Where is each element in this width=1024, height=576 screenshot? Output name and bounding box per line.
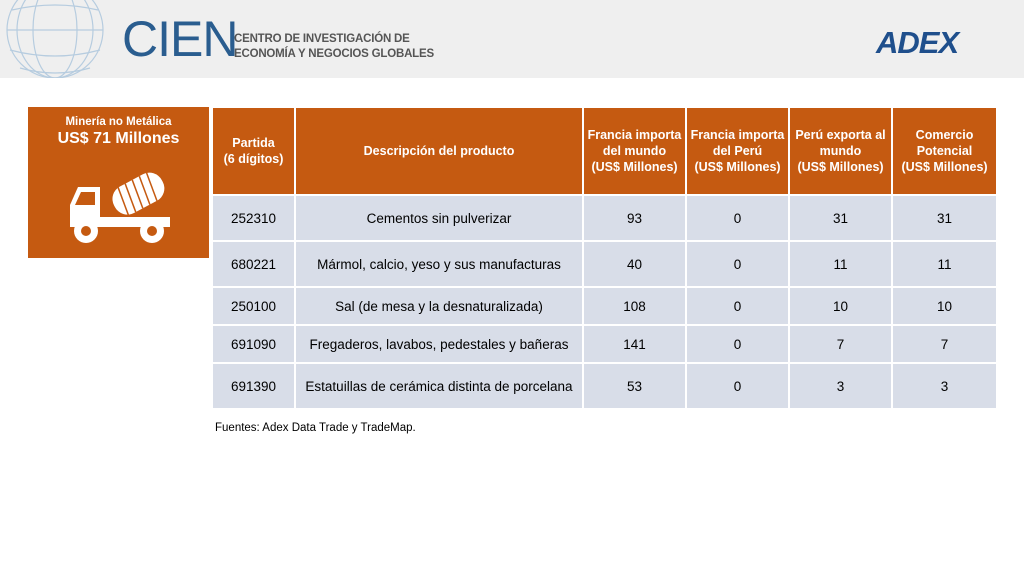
header-text: Partida <box>232 136 275 150</box>
cell-comercio-potencial: 31 <box>892 195 997 241</box>
globe-icon <box>0 0 130 78</box>
header-text: Potencial <box>916 144 973 158</box>
cell-peru-mundo: 7 <box>789 325 892 363</box>
cell-francia-peru: 0 <box>686 241 789 287</box>
header-text: del Perú <box>712 144 763 158</box>
header-partida <box>212 107 295 195</box>
cell-francia-peru: 0 <box>686 195 789 241</box>
adex-logo: ADEX <box>876 25 959 60</box>
cell-comercio-potencial: 3 <box>892 363 997 409</box>
header-text: (US$ Millones) <box>797 160 884 174</box>
header-text: Francia importa <box>690 128 785 142</box>
header-text: (6 dígitos) <box>223 152 284 166</box>
table-row <box>212 363 997 409</box>
sector-amount: US$ 71 Millones <box>57 130 180 147</box>
header-text: Comercio <box>915 128 974 142</box>
sector-card <box>28 107 209 258</box>
cell-partida: 691090 <box>212 325 295 363</box>
cell-francia-mundo: 40 <box>583 241 686 287</box>
header-bar <box>0 0 1024 78</box>
header-text: Descripción del producto <box>363 144 515 158</box>
header-francia-peru <box>686 107 789 195</box>
header-text: (US$ Millones) <box>694 160 781 174</box>
source-note: Fuentes: Adex Data Trade y TradeMap. <box>215 422 416 434</box>
cell-francia-mundo: 93 <box>583 195 686 241</box>
trade-table <box>211 106 998 410</box>
cell-francia-mundo: 108 <box>583 287 686 325</box>
header-francia-mundo <box>583 107 686 195</box>
cell-peru-mundo: 3 <box>789 363 892 409</box>
header-text: Perú exporta al <box>795 128 886 142</box>
cien-subtitle-line-2: ECONOMÍA Y NEGOCIOS GLOBALES <box>234 48 434 60</box>
cell-francia-peru: 0 <box>686 325 789 363</box>
header-text: Francia importa <box>587 128 682 142</box>
table-row <box>212 325 997 363</box>
cell-comercio-potencial: 7 <box>892 325 997 363</box>
cell-partida: 252310 <box>212 195 295 241</box>
header-descripcion <box>295 107 583 195</box>
cell-peru-mundo: 11 <box>789 241 892 287</box>
header-comercio-potencial <box>892 107 997 195</box>
cell-francia-mundo: 141 <box>583 325 686 363</box>
cell-francia-peru: 0 <box>686 287 789 325</box>
cell-partida: 250100 <box>212 287 295 325</box>
sector-category: Minería no Metálica <box>65 116 172 128</box>
cien-subtitle <box>234 32 434 62</box>
cell-comercio-potencial: 11 <box>892 241 997 287</box>
cell-descripcion: Mármol, calcio, yeso y sus manufacturas <box>295 241 583 287</box>
header-text: del mundo <box>602 144 667 158</box>
cell-descripcion: Cementos sin pulverizar <box>295 195 583 241</box>
cell-peru-mundo: 10 <box>789 287 892 325</box>
table-row <box>212 195 997 241</box>
cell-partida: 680221 <box>212 241 295 287</box>
header-peru-mundo <box>789 107 892 195</box>
header-text: (US$ Millones) <box>591 160 678 174</box>
cell-descripcion: Fregaderos, lavabos, pedestales y bañeras <box>295 325 583 363</box>
cell-comercio-potencial: 10 <box>892 287 997 325</box>
cell-francia-peru: 0 <box>686 363 789 409</box>
cell-descripcion: Sal (de mesa y la desnaturalizada) <box>295 287 583 325</box>
cell-partida: 691390 <box>212 363 295 409</box>
cien-logo: CIEN <box>122 11 238 67</box>
header-text: (US$ Millones) <box>901 160 988 174</box>
header-text: mundo <box>819 144 862 158</box>
cell-francia-mundo: 53 <box>583 363 686 409</box>
table-row <box>212 241 997 287</box>
cien-subtitle-line-1: CENTRO DE INVESTIGACIÓN DE <box>234 33 410 45</box>
table-row <box>212 287 997 325</box>
cement-mixer-truck-icon <box>66 161 176 245</box>
cell-descripcion: Estatuillas de cerámica distinta de porcelana <box>295 363 583 409</box>
table-header-row <box>212 107 997 195</box>
cell-peru-mundo: 31 <box>789 195 892 241</box>
